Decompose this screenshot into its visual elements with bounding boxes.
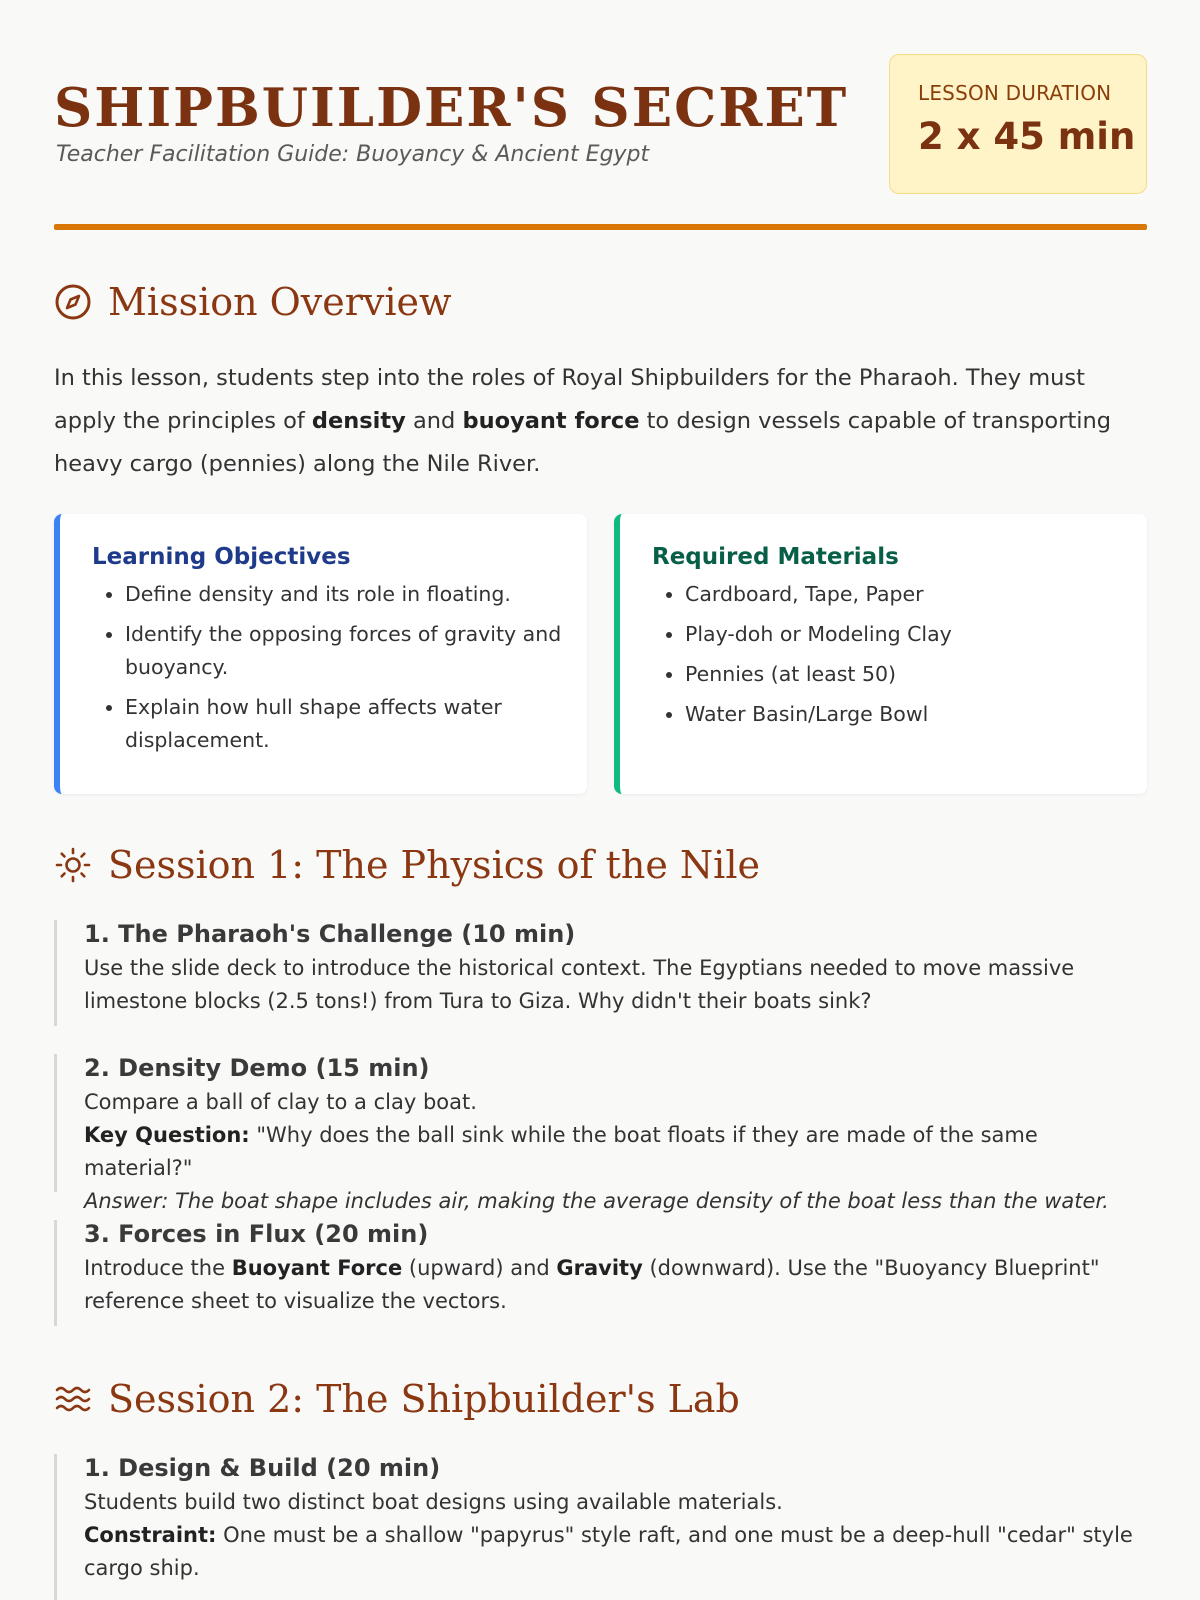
key-question xyxy=(84,1119,1147,1185)
header-divider xyxy=(54,224,1147,230)
list-item: • Water Basin/Large Bowl xyxy=(685,698,1127,731)
step-title: 2. Density Demo (15 min) xyxy=(84,1054,430,1082)
list-item: • Define density and its role in floating. xyxy=(125,578,567,611)
sun-icon xyxy=(54,846,92,884)
session-1-title: Session 1: The Physics of the Nile xyxy=(108,843,760,887)
learning-objectives-card xyxy=(54,514,587,794)
step-text-part: (downward). Use the "Buoyancy Blueprint" reference sheet to visualize the vectors. xyxy=(84,1256,1100,1313)
key-question-text: "Why does the ball sink while the boat floats if they are made of the same material?" xyxy=(84,1123,1038,1180)
list-item: • Explain how hull shape affects water displacement. xyxy=(125,691,567,757)
overview-cards xyxy=(54,514,1147,794)
mission-overview-text xyxy=(54,357,1147,486)
step-text: Compare a ball of clay to a clay boat. xyxy=(84,1090,477,1114)
list-item: • Identify the opposing forces of gravity and buoyancy. xyxy=(125,618,567,684)
key-question-label: Key Question: xyxy=(84,1123,250,1147)
learning-objectives-title: Learning Objectives xyxy=(92,544,351,570)
waves-icon xyxy=(54,1380,92,1418)
overview-text-part: and xyxy=(405,408,463,434)
mission-overview-title: Mission Overview xyxy=(108,280,452,324)
step-title: 1. The Pharaoh's Challenge (10 min) xyxy=(84,920,576,948)
overview-text-part: to design vessels capable of transporting heavy cargo (pennies) along the Nile River. xyxy=(54,408,1112,477)
step-title: 1. Design & Build (20 min) xyxy=(84,1454,441,1482)
answer-text: Answer: The boat shape includes air, making the average density of the boat less than the water. xyxy=(84,1189,1109,1213)
step-text: Use the slide deck to introduce the historical context. The Egyptians needed to move massive limestone blocks (2.5 tons!) from Tura to Giza. Why didn't their boats sink? xyxy=(84,956,1075,1013)
session-1-step-1 xyxy=(54,920,1147,1026)
step-bold-buoyant-force: Buoyant Force xyxy=(231,1256,403,1280)
page-title: SHIPBUILDER'S SECRET xyxy=(54,77,849,139)
lesson-duration-value: 2 x 45 min xyxy=(918,115,1136,158)
session-2-step-1 xyxy=(54,1454,1147,1600)
session-1-step-3 xyxy=(54,1220,1147,1326)
step-text xyxy=(84,1252,1147,1318)
constraint-text xyxy=(84,1519,1147,1585)
lesson-duration-card xyxy=(889,54,1147,194)
learning-objectives-list xyxy=(92,578,567,757)
list-item: • Play-doh or Modeling Clay xyxy=(685,618,1127,651)
step-title: 3. Forces in Flux (20 min) xyxy=(84,1220,429,1248)
overview-bold-buoyant-force: buoyant force xyxy=(462,408,640,434)
session-1-heading xyxy=(54,843,760,887)
mission-overview-heading xyxy=(54,280,452,324)
compass-icon xyxy=(54,283,92,321)
page-subtitle: Teacher Facilitation Guide: Buoyancy & Ancient Egypt xyxy=(56,142,650,167)
step-text: Students build two distinct boat designs using available materials. xyxy=(84,1490,783,1514)
required-materials-title: Required Materials xyxy=(652,544,899,570)
list-item: • Cardboard, Tape, Paper xyxy=(685,578,1127,611)
required-materials-card xyxy=(614,514,1147,794)
list-item: • Pennies (at least 50) xyxy=(685,658,1127,691)
required-materials-list xyxy=(652,578,1127,731)
page-header xyxy=(54,54,1147,230)
step-text-part: (upward) and xyxy=(402,1256,557,1280)
constraint-label: Constraint: xyxy=(84,1523,217,1547)
lesson-duration-label: LESSON DURATION xyxy=(918,81,1112,105)
step-bold-gravity: Gravity xyxy=(556,1256,643,1280)
overview-text-part: In this lesson, students step into the roles of Royal Shipbuilders for the Pharaoh. They must apply the principles of xyxy=(54,365,1085,434)
constraint-detail: One must be a shallow "papyrus" style raft, and one must be a deep-hull "cedar" style cargo ship. xyxy=(84,1523,1133,1580)
step-text-part: Introduce the xyxy=(84,1256,232,1280)
overview-bold-density: density xyxy=(311,408,406,434)
session-2-title: Session 2: The Shipbuilder's Lab xyxy=(108,1377,740,1421)
session-1-step-2 xyxy=(54,1054,1147,1213)
session-2-heading xyxy=(54,1377,740,1421)
